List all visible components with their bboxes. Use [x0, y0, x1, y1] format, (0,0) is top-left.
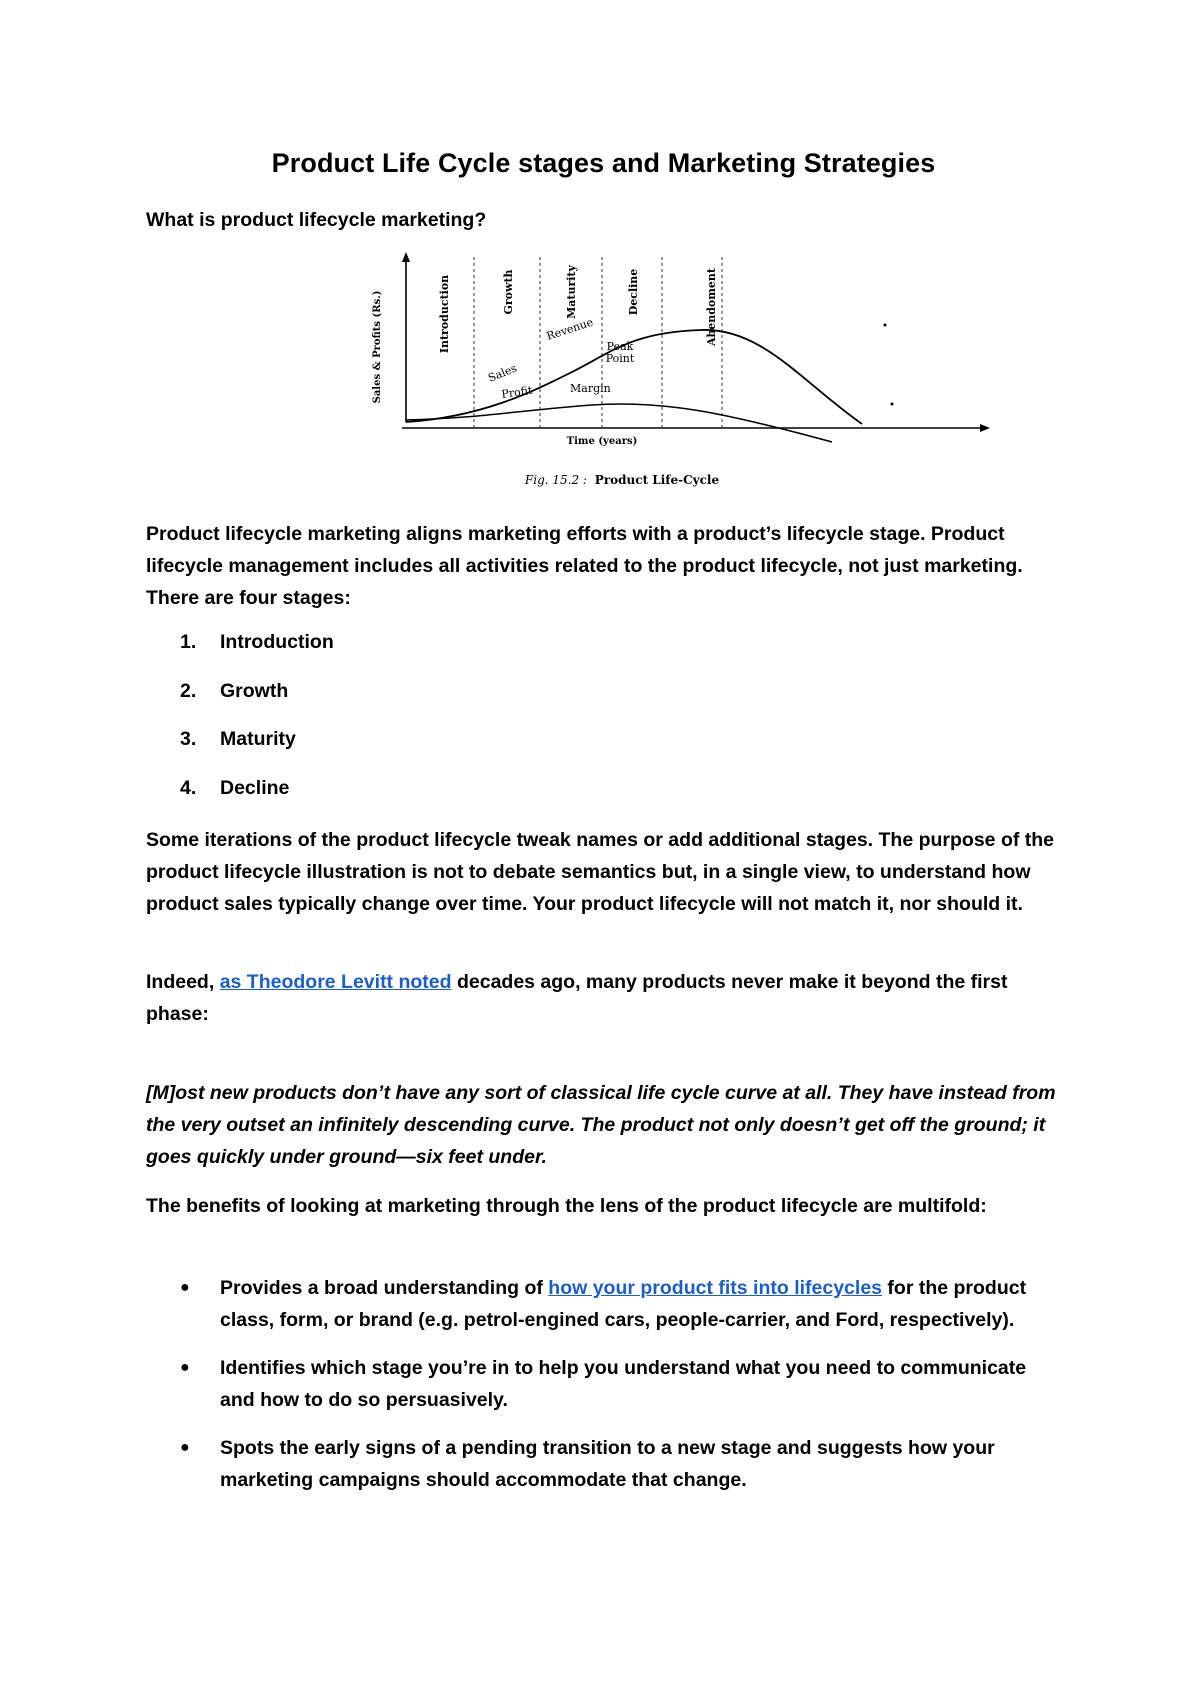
product-lifecycle-figure — [362, 252, 1002, 502]
bullet-icon: ● — [180, 1279, 190, 1296]
list-item — [180, 723, 334, 772]
bullet-icon: ● — [180, 1359, 190, 1376]
stages-list — [180, 626, 334, 820]
stage-label-maturity: Maturity — [565, 265, 578, 319]
margin-label: Margin — [570, 382, 611, 395]
stage-introduction: Introduction — [220, 631, 334, 653]
levitt-link[interactable]: as Theodore Levitt noted — [219, 971, 452, 993]
list-number: 1. — [180, 631, 197, 653]
list-item — [180, 1272, 1060, 1336]
dot-marker — [884, 324, 887, 327]
stage-label-decline: Decline — [627, 268, 640, 316]
stage-maturity: Maturity — [220, 728, 296, 750]
document-title: Product Life Cycle stages and Marketing Strategies — [271, 148, 936, 178]
benefit-text: Identifies which stage you’re in to help you understand what you need to communicate and how to do so persuasively. — [220, 1357, 1027, 1411]
sales-label: Sales — [486, 361, 519, 385]
bullet-icon: ● — [180, 1439, 190, 1456]
list-number: 3. — [180, 728, 197, 750]
list-number: 2. — [180, 679, 197, 702]
section-heading: What is product lifecycle marketing? — [146, 209, 487, 231]
stage-label-abendoment: Abendoment — [705, 268, 718, 346]
lifecycles-link[interactable]: how your product fits into lifecycles — [548, 1277, 883, 1299]
figure-caption-text: Product Life-Cycle — [594, 473, 720, 487]
list-number: 4. — [180, 776, 197, 799]
list-item — [180, 1352, 1060, 1416]
stage-label-introduction: Introduction — [438, 274, 451, 354]
revenue-label: Revenue — [544, 315, 595, 343]
intro-paragraph: Product lifecycle marketing aligns marketing efforts with a product’s lifecycle stage. Product lifecycle management includes all activities related to the product lifecycle, not just marketing. There are four stages: — [146, 523, 1023, 609]
levitt-text-before: Indeed, — [146, 971, 220, 993]
lifecycle-diagram — [362, 252, 1002, 502]
profit-label: Profit — [500, 383, 534, 401]
list-item — [180, 772, 334, 821]
y-axis-label: Sales & Profits (Rs.) — [372, 290, 383, 404]
levitt-paragraph — [146, 966, 1066, 1030]
y-axis-arrow — [402, 252, 410, 262]
benefits-list — [180, 1272, 1060, 1512]
peak-label-line2: Point — [605, 352, 635, 365]
list-item — [180, 626, 334, 675]
figure-caption — [524, 473, 720, 487]
benefit-text: Spots the early signs of a pending transition to a new stage and suggests how your marketing campaigns should accommodate that change. — [220, 1437, 995, 1491]
benefit-text-after: for the product class, form, or brand (e.g. petrol-engined cars, people-carrier, and Ford, respectively). — [220, 1277, 1027, 1331]
levitt-text-after: decades ago, many products never make it beyond the first phase: — [146, 971, 1008, 1025]
peak-label-line1: Peak — [606, 340, 634, 353]
stage-growth: Growth — [220, 679, 289, 702]
stage-label-growth: Growth — [502, 269, 515, 315]
list-item — [180, 1432, 1060, 1496]
dot-marker — [891, 403, 894, 406]
figure-caption-prefix: Fig. 15.2 : — [524, 473, 587, 487]
x-axis-arrow — [980, 424, 990, 432]
iterations-paragraph: Some iterations of the product lifecycle tweak names or add additional stages. The purpose of the product lifecycle illustration is not to debate semantics but, in a single view, to understand how product sales typically change over time. Your product lifecycle will not match it, nor should it. — [146, 829, 1055, 915]
list-item — [180, 675, 334, 724]
benefit-text — [220, 1272, 1060, 1336]
benefit-text-before: Provides a broad understanding of — [220, 1277, 549, 1299]
x-axis-label: Time (years) — [566, 436, 638, 447]
levitt-quote: [M]ost new products don’t have any sort of classical life cycle curve at all. They have instead from the very outset an infinitely descending curve. The product not only doesn’t get off the ground; it goes quickly under ground—six feet under. — [146, 1082, 1056, 1168]
stage-decline: Decline — [220, 776, 290, 799]
benefits-intro: The benefits of looking at marketing through the lens of the product lifecycle are multifold: — [146, 1195, 987, 1217]
